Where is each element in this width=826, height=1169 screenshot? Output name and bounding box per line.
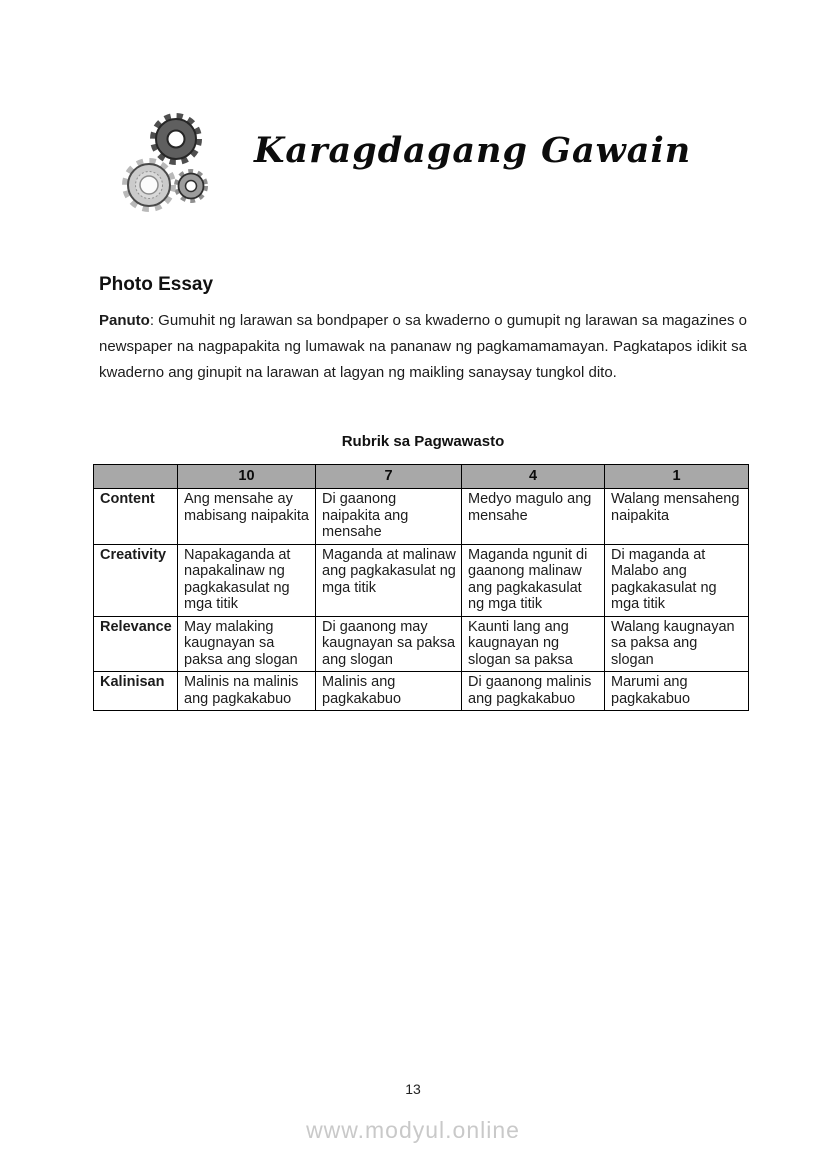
header-cell-10: 10 [178,465,316,489]
cell: Maganda ngunit di gaanong malinaw ang pagkakasulat ng mga titik [462,544,605,616]
cell: Malinis ang pagkakabuo [316,672,462,711]
cell: Di maganda at Malabo ang pagkakasulat ng mga titik [605,544,749,616]
header-cell-7: 7 [316,465,462,489]
section-heading: Photo Essay [99,274,214,295]
row-label-creativity: Creativity [94,544,178,616]
cell: Malinis na malinis ang pagkakabuo [178,672,316,711]
cell: Di gaanong naipakita ang mensahe [316,489,462,545]
row-label-relevance: Relevance [94,616,178,672]
gear-small [178,173,205,200]
header-cell-1: 1 [605,465,749,489]
cell: Di gaanong may kaugnayan sa paksa ang slogan [316,616,462,672]
watermark: www.modyul.online [306,1117,520,1143]
cell: Ang mensahe ay mabisang naipakita [178,489,316,545]
cell: Medyo magulo ang mensahe [462,489,605,545]
header-cell-4: 4 [462,465,605,489]
table-row [94,489,749,545]
table-row [94,616,749,672]
table-header-row [94,465,749,489]
cell: Kaunti lang ang kaugnayan ng slogan sa paksa [462,616,605,672]
rubric-title: Rubrik sa Pagwawasto [341,433,505,450]
table-row [94,544,749,616]
gear-light [127,163,172,208]
gear-dark [155,118,198,161]
cell: Di gaanong malinis ang pagkakabuo [462,672,605,711]
instruction-text: : Gumuhit ng larawan sa bondpaper o sa kwaderno o gumupit ng larawan sa magazines o newspaper na nagpapakita ng lumawak na pananaw ng pagkamamamayan. Pagkatapos idikit sa kwaderno ang ginupit na larawan at lagyan ng maikling sanaysay tungkol dito. [99,312,747,381]
header-cell-empty [94,465,178,489]
row-label-kalinisan: Kalinisan [94,672,178,711]
cell: Walang mensaheng naipakita [605,489,749,545]
page-number: 13 [405,1081,421,1097]
gears-icon [116,96,228,218]
cell: May malaking kaugnayan sa paksa ang slogan [178,616,316,672]
rubric-table [93,464,749,711]
cell: Maganda at malinaw ang pagkakasulat ng mga titik [316,544,462,616]
cell: Napakaganda at napakalinaw ng pagkakasulat ng mga titik [178,544,316,616]
row-label-content: Content [94,489,178,545]
instructions-paragraph [99,308,747,386]
instruction-label: Panuto [99,312,150,329]
table-row [94,672,749,711]
page-title: Karagdagang Gawain [254,130,692,171]
cell: Marumi ang pagkakabuo [605,672,749,711]
cell: Walang kaugnayan sa paksa ang slogan [605,616,749,672]
